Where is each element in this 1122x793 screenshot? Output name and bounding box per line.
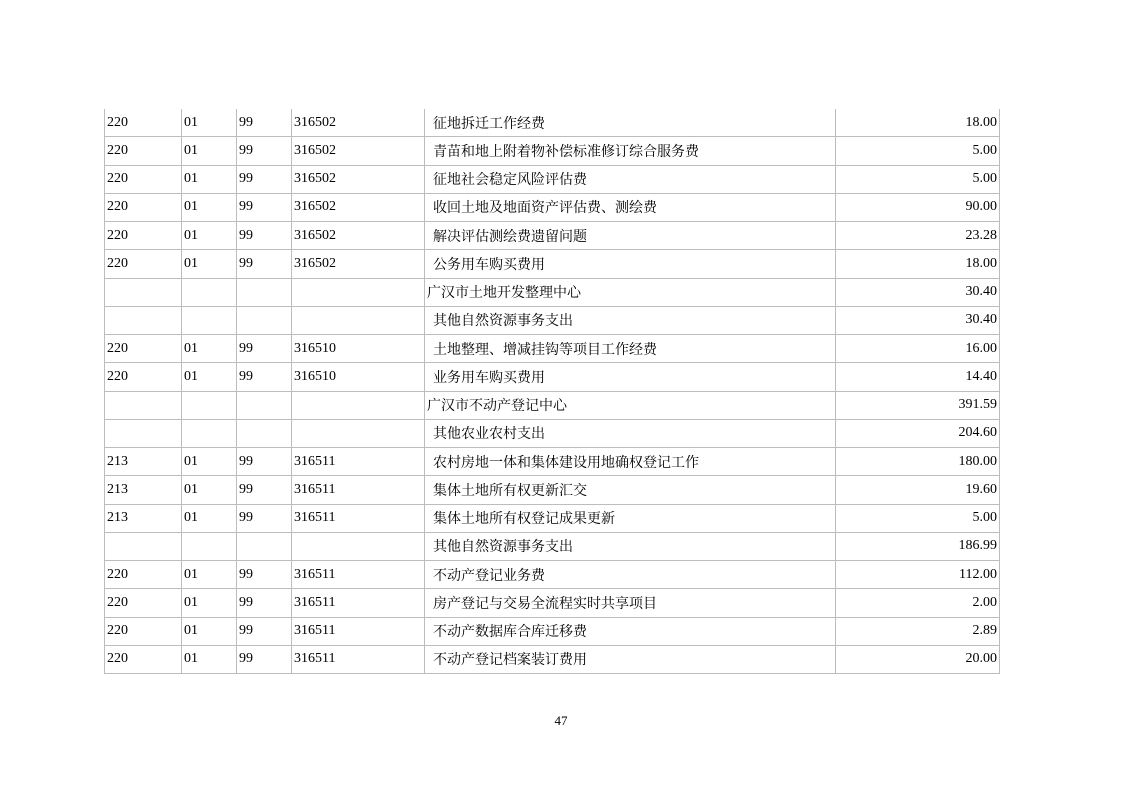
class-code-cell [105, 419, 182, 447]
project-name-cell: 业务用车购买费用 [425, 363, 836, 391]
item-code-cell [237, 532, 292, 560]
table-row [105, 589, 1000, 617]
project-name-cell: 征地拆迁工作经费 [425, 109, 836, 137]
unit-code-cell: 316511 [292, 504, 425, 532]
table-row [105, 278, 1000, 306]
unit-code-cell [292, 532, 425, 560]
project-name-cell: 公务用车购买费用 [425, 250, 836, 278]
amount-cell: 112.00 [836, 561, 1000, 589]
project-name-cell: 土地整理、增减挂钩等项目工作经费 [425, 335, 836, 363]
amount-cell: 2.89 [836, 617, 1000, 645]
project-name-cell: 农村房地一体和集体建设用地确权登记工作 [425, 448, 836, 476]
item-code-cell: 99 [237, 109, 292, 137]
class-code-cell: 220 [105, 137, 182, 165]
project-name-cell: 集体土地所有权登记成果更新 [425, 504, 836, 532]
unit-code-cell: 316502 [292, 250, 425, 278]
kind-code-cell: 01 [182, 109, 237, 137]
unit-code-cell [292, 391, 425, 419]
budget-table [104, 109, 1000, 674]
unit-code-cell: 316502 [292, 222, 425, 250]
project-name-cell: 征地社会稳定风险评估费 [425, 165, 836, 193]
unit-code-cell: 316510 [292, 363, 425, 391]
table-row [105, 504, 1000, 532]
class-code-cell [105, 278, 182, 306]
unit-code-cell [292, 419, 425, 447]
project-name-cell: 不动产登记档案装订费用 [425, 645, 836, 673]
kind-code-cell: 01 [182, 250, 237, 278]
kind-code-cell: 01 [182, 335, 237, 363]
class-code-cell: 220 [105, 165, 182, 193]
class-code-cell: 213 [105, 448, 182, 476]
project-name-cell: 其他自然资源事务支出 [425, 532, 836, 560]
amount-cell: 14.40 [836, 363, 1000, 391]
item-code-cell: 99 [237, 363, 292, 391]
project-name-cell: 不动产登记业务费 [425, 561, 836, 589]
amount-cell: 180.00 [836, 448, 1000, 476]
kind-code-cell: 01 [182, 165, 237, 193]
amount-cell: 19.60 [836, 476, 1000, 504]
class-code-cell: 220 [105, 335, 182, 363]
kind-code-cell: 01 [182, 645, 237, 673]
item-code-cell: 99 [237, 165, 292, 193]
class-code-cell: 213 [105, 504, 182, 532]
item-code-cell [237, 306, 292, 334]
amount-cell: 23.28 [836, 222, 1000, 250]
table-row [105, 306, 1000, 334]
item-code-cell [237, 278, 292, 306]
amount-cell: 391.59 [836, 391, 1000, 419]
table-row [105, 645, 1000, 673]
item-code-cell: 99 [237, 250, 292, 278]
page-number: 47 [554, 713, 568, 728]
amount-cell: 5.00 [836, 137, 1000, 165]
kind-code-cell: 01 [182, 448, 237, 476]
project-name-cell: 解决评估测绘费遗留问题 [425, 222, 836, 250]
project-name-cell: 集体土地所有权更新汇交 [425, 476, 836, 504]
unit-code-cell: 316511 [292, 561, 425, 589]
item-code-cell: 99 [237, 335, 292, 363]
class-code-cell: 220 [105, 561, 182, 589]
project-name-cell: 广汉市土地开发整理中心 [425, 278, 836, 306]
table-row [105, 165, 1000, 193]
class-code-cell: 220 [105, 589, 182, 617]
kind-code-cell [182, 306, 237, 334]
table-row [105, 193, 1000, 221]
amount-cell: 18.00 [836, 109, 1000, 137]
budget-table-body [105, 109, 1000, 674]
table-row [105, 391, 1000, 419]
amount-cell: 18.00 [836, 250, 1000, 278]
table-row [105, 419, 1000, 447]
amount-cell: 5.00 [836, 165, 1000, 193]
class-code-cell: 220 [105, 222, 182, 250]
kind-code-cell: 01 [182, 617, 237, 645]
item-code-cell: 99 [237, 137, 292, 165]
unit-code-cell: 316510 [292, 335, 425, 363]
amount-cell: 20.00 [836, 645, 1000, 673]
amount-cell: 30.40 [836, 278, 1000, 306]
table-row [105, 335, 1000, 363]
class-code-cell [105, 306, 182, 334]
class-code-cell [105, 391, 182, 419]
table-row [105, 617, 1000, 645]
kind-code-cell: 01 [182, 561, 237, 589]
amount-cell: 16.00 [836, 335, 1000, 363]
item-code-cell: 99 [237, 561, 292, 589]
kind-code-cell: 01 [182, 363, 237, 391]
table-row [105, 363, 1000, 391]
project-name-cell: 其他自然资源事务支出 [425, 306, 836, 334]
amount-cell: 186.99 [836, 532, 1000, 560]
class-code-cell: 220 [105, 617, 182, 645]
table-row [105, 532, 1000, 560]
kind-code-cell: 01 [182, 504, 237, 532]
kind-code-cell [182, 391, 237, 419]
unit-code-cell: 316502 [292, 193, 425, 221]
kind-code-cell: 01 [182, 589, 237, 617]
kind-code-cell: 01 [182, 137, 237, 165]
unit-code-cell: 316502 [292, 137, 425, 165]
project-name-cell: 不动产数据库合库迁移费 [425, 617, 836, 645]
table-row [105, 137, 1000, 165]
class-code-cell: 220 [105, 250, 182, 278]
kind-code-cell [182, 278, 237, 306]
table-row [105, 222, 1000, 250]
item-code-cell: 99 [237, 448, 292, 476]
unit-code-cell: 316511 [292, 476, 425, 504]
amount-cell: 5.00 [836, 504, 1000, 532]
item-code-cell: 99 [237, 504, 292, 532]
item-code-cell: 99 [237, 222, 292, 250]
class-code-cell: 220 [105, 193, 182, 221]
item-code-cell [237, 419, 292, 447]
kind-code-cell: 01 [182, 222, 237, 250]
amount-cell: 2.00 [836, 589, 1000, 617]
item-code-cell [237, 391, 292, 419]
item-code-cell: 99 [237, 645, 292, 673]
class-code-cell [105, 532, 182, 560]
class-code-cell: 220 [105, 109, 182, 137]
kind-code-cell [182, 532, 237, 560]
project-name-cell: 其他农业农村支出 [425, 419, 836, 447]
item-code-cell: 99 [237, 193, 292, 221]
table-row [105, 476, 1000, 504]
class-code-cell: 213 [105, 476, 182, 504]
item-code-cell: 99 [237, 589, 292, 617]
table-row [105, 109, 1000, 137]
unit-code-cell [292, 278, 425, 306]
item-code-cell: 99 [237, 476, 292, 504]
unit-code-cell: 316502 [292, 165, 425, 193]
unit-code-cell: 316511 [292, 589, 425, 617]
unit-code-cell: 316511 [292, 448, 425, 476]
project-name-cell: 收回土地及地面资产评估费、测绘费 [425, 193, 836, 221]
unit-code-cell: 316502 [292, 109, 425, 137]
table-row [105, 250, 1000, 278]
project-name-cell: 房产登记与交易全流程实时共享项目 [425, 589, 836, 617]
table-row [105, 561, 1000, 589]
unit-code-cell: 316511 [292, 617, 425, 645]
kind-code-cell: 01 [182, 193, 237, 221]
table-row [105, 448, 1000, 476]
unit-code-cell: 316511 [292, 645, 425, 673]
kind-code-cell: 01 [182, 476, 237, 504]
amount-cell: 204.60 [836, 419, 1000, 447]
project-name-cell: 广汉市不动产登记中心 [425, 391, 836, 419]
item-code-cell: 99 [237, 617, 292, 645]
project-name-cell: 青苗和地上附着物补偿标准修订综合服务费 [425, 137, 836, 165]
amount-cell: 30.40 [836, 306, 1000, 334]
amount-cell: 90.00 [836, 193, 1000, 221]
class-code-cell: 220 [105, 645, 182, 673]
class-code-cell: 220 [105, 363, 182, 391]
unit-code-cell [292, 306, 425, 334]
kind-code-cell [182, 419, 237, 447]
